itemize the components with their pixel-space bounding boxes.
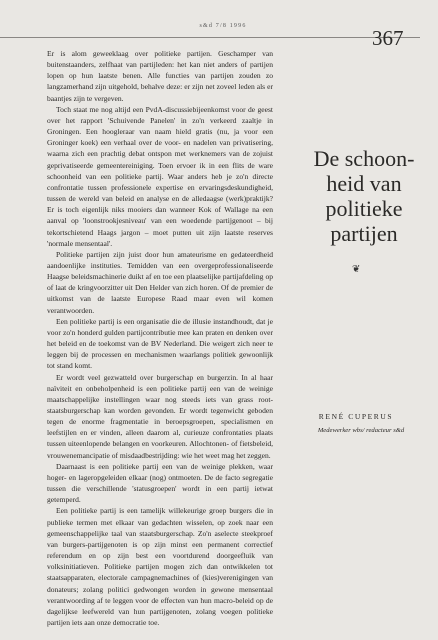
article-title: De schoon- heid van politieke partijen: [313, 146, 415, 246]
header-rule: [0, 37, 420, 38]
paragraph: Een politieke partij is een tamelijk willekeurige groep burgers die in publieke termen met elkaar van gedachten wisselen, op zoek naar een gemeenschappelijke taal van staatsburgerschap. Zo'n aselecte steekproef van burgers-partijgenoten is op zijn minst een permanent correctief referendum en op zijn best een voortdurend doorgeefluik van volksinitiatieven. Politieke partijen mogen zich dan ontwikkelen tot staatsapparaten, electorale campagnemachines of (kies)verenigingen van donateurs; zolang politici gedwongen worden in gewone mensentaal verantwoording af te leggen voor de effecten van hun macro-beleid op de dagelijkse leefwereld van hun partijgenoten, zolang voegen politieke partijen iets aan onze democratie toe.: [47, 506, 273, 627]
author-name: RENÉ CUPERUS: [318, 412, 394, 421]
paragraph: Politieke partijen zijn juist door hun amateurisme en gedateerdheid aandoenlijke instituties. Temidden van een overgeprofessionaliseerde Haagse beleidsmachinerie duikt af en toe een plaatselijke partijafdeling op of laat de kringvoorzitter uit Den Helder van zich horen. Of de premier de uitkomst van de laatste Europese Raad maar even wil komen verantwoorden.: [47, 249, 273, 315]
author-role: Medewerker wbs/ redacteur s&d: [317, 427, 405, 434]
paragraph: Toch staat me nog altijd een PvdA-discussiebijeenkomst voor de geest over het rapport 'Schuivende Panelen' in zo'n verkeerd zaaltje in Groningen. Een hoogleraar van naam hield gratis (nu, ja voor een Groninger koek) een verhaal over de voor- en nadelen van privatisering, waarna zich een prachtig debat ontspon met werknemers van de zojuist geprivatiseerde gemeentereiniging. Toen ervoer ik in een flits de ware schoonheid van een politieke partij. Waar anders heb je zo'n directe confrontatie tussen professionele expertise en ervaringsdeskundigheid, tussen de wereld van beleid en analyse en de alledaagse (werk)praktijk? Er is toch eigenlijk niks mooiers dan wanneer Kok of Wallage na een aanval op 'loonstrookjesniveau' van een woedende partijgenoot – bij tekortschietend Haags jargon – moet putten uit zijn laatste reserves 'normale mensentaal'.: [47, 104, 273, 248]
running-head: s&d 7/8 1996: [199, 23, 247, 29]
article-body: [47, 48, 273, 628]
fleuron-icon: ❦: [352, 264, 361, 275]
paragraph: Daarnaast is een politieke partij een van de weinige plekken, waar hoger- en lageropgeleiden elkaar (nog) ontmoeten. De de facto segregatie tussen die verschillende 'statusgroepen' wordt in een partij ietwat getemperd.: [47, 461, 273, 505]
page-number: 367: [372, 26, 404, 50]
paragraph: Er wordt veel gezwatteld over burgerschap en burgerzin. In al haar naïviteit en onbeholpenheid is een politieke partij een van de weinige maatschappelijke instellingen waar nog steeds iets van grass root-staatsburgerschap kan worden gevonden. Er wordt tegenwicht geboden tegen de enorme fragmentatie in beroepsgroepen, specialismen en leefstijlen en er vinden, alleen daarom al, curieuze confrontaties plaats tussen uiteenlopende belangen en voorkeuren. Allochtonen- of fietsbeleid, vrouwenemancipatie of misdaadbestrijding: wie het weet mag het zeggen.: [47, 372, 273, 460]
paragraph: Er is alom geweeklaag over politieke partijen. Geschamper van buitenstaanders, zelfhaat van partijleden: het kan niet anders of partijen lopen op hun laatste benen. Alle functies van partijen zouden zo langzamerhand zijn uitgehold, behalve deze: er zijn net zoveel leden als er baantjes zijn te vergeven.: [47, 49, 273, 103]
paragraph: Een politieke partij is een organisatie die de illusie instandhoudt, dat je voor zo'n honderd gulden partijcontributie mee kan praten en denken over het beleid en de toekomst van de BV Nederland. Die weigert zich neer te leggen bij de processen en mechanismen waarlangs politiek gewoonlijk tot stand komt.: [47, 316, 273, 371]
